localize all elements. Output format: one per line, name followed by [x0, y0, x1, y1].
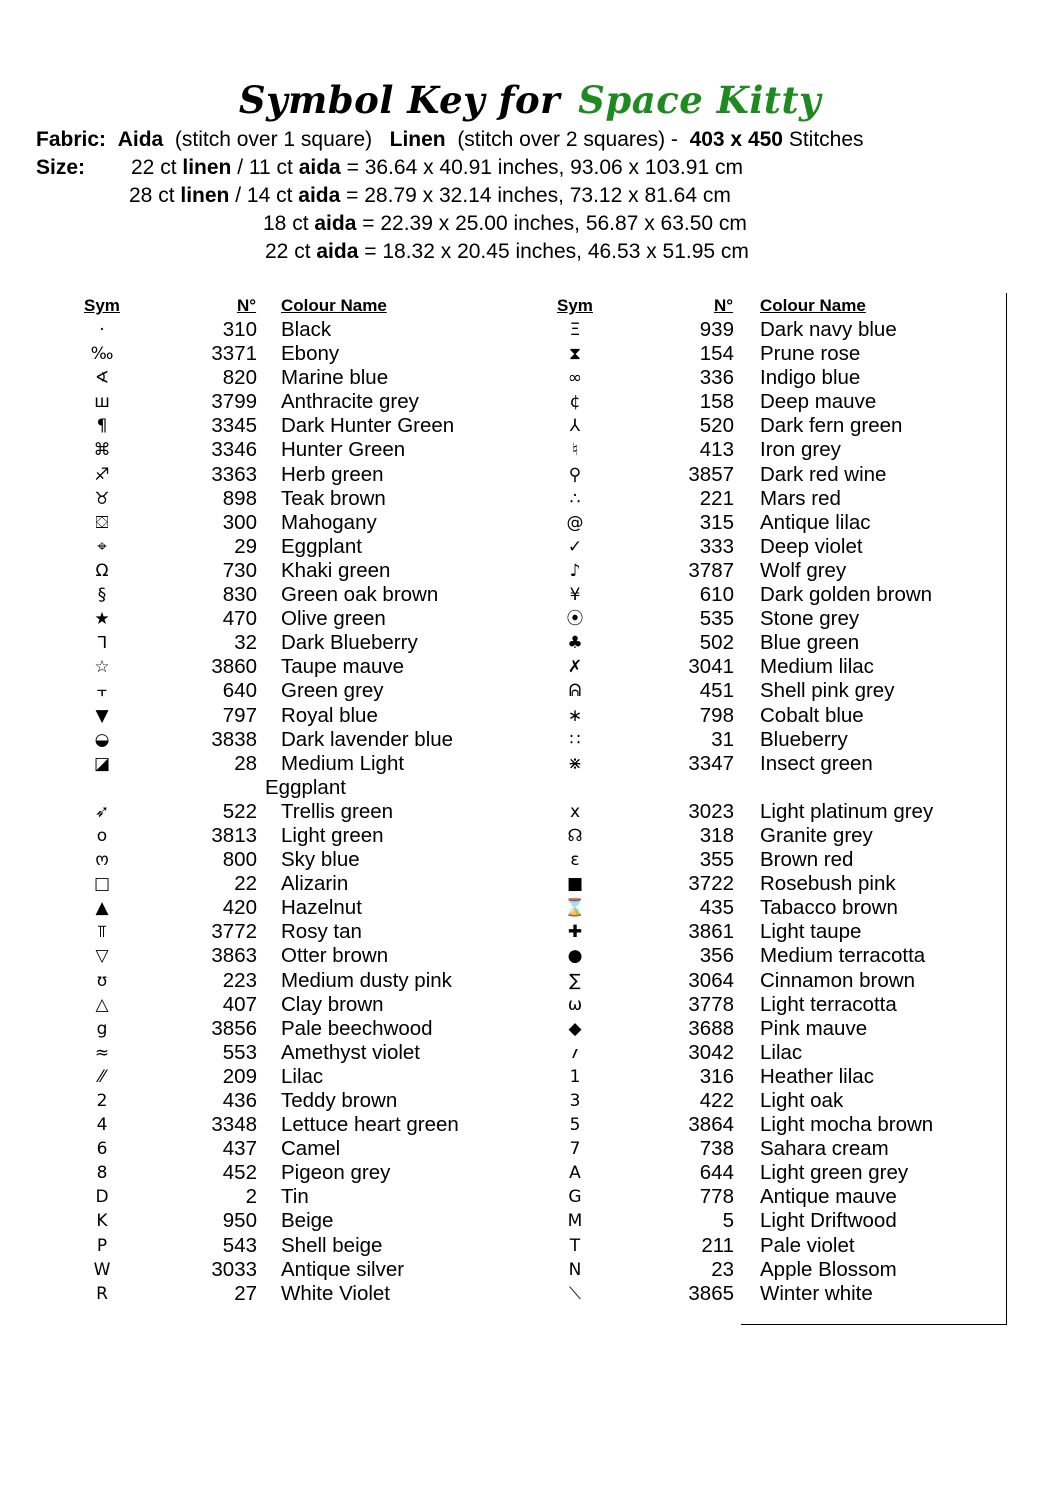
thread-number: 422 [699, 1089, 734, 1112]
right-header-name: Colour Name [760, 296, 866, 315]
fabric-stitches: 403 x 450 [689, 128, 783, 151]
thread-number: 223 [222, 968, 257, 992]
symbol-glyph: ⧗ [569, 344, 581, 365]
thread-number: 336 [699, 366, 734, 390]
thread-number: 898 [222, 486, 257, 510]
symbol-glyph: 2 [96, 1091, 108, 1111]
colour-name: Light mocha brown [760, 1113, 934, 1137]
colour-name: Cobalt blue [760, 703, 864, 727]
thread-number: 3864 [688, 1113, 734, 1137]
symbol-glyph: ¢ [569, 392, 581, 413]
size-fabric: aida [314, 212, 357, 235]
colour-name: Olive green [281, 607, 386, 631]
colour-name-continued: Eggplant [265, 775, 346, 799]
thread-number: 29 [234, 534, 257, 558]
symbol-glyph: ¥ [569, 585, 581, 606]
colour-name: White Violet [281, 1281, 391, 1305]
thread-number: 316 [699, 1064, 734, 1088]
thread-number: 3722 [688, 872, 734, 896]
thread-number: 939 [699, 318, 734, 341]
fabric-stitches-label: Stitches [788, 128, 864, 151]
symbol-glyph: M [567, 1211, 583, 1232]
colour-name: Lilac [281, 1064, 324, 1088]
symbol-glyph: ⟍ [569, 1283, 581, 1304]
thread-number: 158 [699, 390, 734, 414]
thread-number: 3787 [688, 558, 734, 582]
colour-name: Sahara cream [760, 1137, 889, 1161]
symbol-glyph: 4 [96, 1115, 108, 1136]
colour-name: Teak brown [281, 486, 386, 510]
colour-name: Antique silver [281, 1257, 405, 1281]
symbol-glyph: ∑ [569, 970, 581, 991]
symbol-glyph: A [569, 1163, 581, 1184]
symbol-glyph: ■ [566, 874, 584, 895]
symbol-glyph: ✚ [567, 922, 583, 943]
colour-name: Light taupe [760, 920, 862, 944]
symbol-glyph: ⌖ [97, 536, 107, 557]
symbol-glyph: ▼ [95, 705, 109, 726]
symbol-glyph: ▽ [95, 946, 109, 967]
size-line-1 [131, 154, 743, 182]
thread-number: 452 [222, 1161, 257, 1185]
symbol-glyph: ✓ [567, 536, 583, 557]
colour-name: Amethyst violet [281, 1040, 420, 1064]
table-bottom-border [741, 1324, 1007, 1325]
colour-name: Winter white [760, 1281, 873, 1305]
size-ct: 18 ct [263, 212, 309, 235]
symbol-glyph: ♪ [569, 560, 581, 581]
thread-number: 820 [222, 366, 257, 390]
colour-name: Light Driftwood [760, 1209, 897, 1233]
fabric-aida: Aida [117, 128, 164, 151]
symbol-glyph: △ [95, 994, 109, 1015]
colour-name: Mahogany [281, 510, 377, 534]
symbol-glyph: ⅄ [569, 416, 581, 437]
symbol-glyph: ♮ [571, 440, 579, 461]
symbol-glyph: ▲ [95, 898, 109, 919]
thread-number: 470 [222, 607, 257, 631]
colour-name: Medium lilac [760, 655, 874, 679]
thread-number: 738 [699, 1137, 734, 1161]
symbol-glyph: ⫟ [96, 681, 108, 702]
thread-number: 221 [699, 486, 734, 510]
table-right-border [1006, 293, 1007, 1325]
symbol-glyph: ⦿ [566, 609, 584, 630]
thread-number: 3863 [211, 944, 257, 968]
colour-name: Deep mauve [760, 390, 877, 414]
thread-number: 3799 [211, 390, 257, 414]
colour-name: Black [281, 318, 332, 341]
colour-name: Medium terracotta [760, 944, 926, 968]
symbol-glyph: N [568, 1259, 582, 1280]
colour-name: Medium dusty pink [281, 968, 452, 992]
symbol-glyph: ◪ [93, 753, 111, 774]
colour-name: Light terracotta [760, 992, 897, 1016]
colour-name: Dark navy blue [760, 318, 897, 341]
symbol-glyph: ∷ [569, 729, 581, 750]
symbol-glyph: ⋇ [567, 753, 583, 774]
symbol-glyph: x [569, 801, 581, 822]
thread-number: 2 [245, 1185, 257, 1209]
colour-name: Heather lilac [760, 1064, 874, 1088]
colour-name: Antique lilac [760, 510, 871, 534]
colour-name: Royal blue [281, 703, 378, 727]
size-ct: 22 ct [265, 240, 311, 263]
colour-name: Apple Blossom [760, 1257, 897, 1281]
size-fabric: aida [298, 156, 341, 179]
left-header-name: Colour Name [281, 296, 387, 315]
colour-name: Clay brown [281, 992, 384, 1016]
thread-number: 798 [699, 703, 734, 727]
colour-name: Wolf grey [760, 558, 847, 582]
thread-number: 3860 [211, 655, 257, 679]
colour-name: Eggplant [281, 534, 362, 558]
colour-name: Rosy tan [281, 920, 362, 944]
colour-name: Dark lavender blue [281, 727, 454, 751]
thread-number: 5 [722, 1209, 734, 1233]
symbol-glyph: ≈ [94, 1042, 110, 1063]
colour-name: Cinnamon brown [760, 968, 915, 992]
thread-number: 300 [222, 510, 257, 534]
size-line-3 [263, 210, 747, 238]
thread-number: 3042 [688, 1040, 734, 1064]
colour-name: Beige [281, 1209, 334, 1233]
thread-number: 800 [222, 848, 257, 872]
symbol-glyph: ო [95, 850, 109, 871]
colour-name: Dark Hunter Green [281, 414, 455, 438]
symbol-glyph: ➶ [94, 801, 110, 822]
colour-name: Herb green [281, 462, 384, 486]
symbol-glyph: ؍ [570, 1042, 580, 1063]
thread-number: 535 [699, 607, 734, 631]
size-sep: / 11 ct [237, 156, 293, 179]
fabric-line [36, 126, 864, 154]
colour-name: Lettuce heart green [281, 1113, 459, 1137]
colour-name: Dark red wine [760, 462, 887, 486]
thread-number: 355 [699, 848, 734, 872]
size-fabric: linen [182, 156, 232, 179]
thread-number: 22 [234, 872, 257, 896]
size-dims: = 28.79 x 32.14 inches, 73.12 x 81.64 cm [346, 184, 731, 207]
size-dims: = 36.64 x 40.91 inches, 93.06 x 103.91 cm [346, 156, 743, 179]
colour-name: Granite grey [760, 823, 873, 847]
symbol-glyph: ∞ [567, 368, 583, 389]
thread-number: 437 [222, 1137, 257, 1161]
symbol-glyph: ∗ [567, 705, 583, 726]
symbol-glyph: □ [93, 874, 111, 895]
symbol-glyph: T [569, 1235, 581, 1256]
colour-name: Rosebush pink [760, 872, 896, 896]
fabric-aida-note: (stitch over 1 square) [174, 128, 373, 151]
thread-number: 3778 [688, 992, 734, 1016]
thread-number: 3772 [211, 920, 257, 944]
symbol-glyph: K [96, 1211, 108, 1232]
colour-name: Blue green [760, 631, 860, 655]
size-fabric: aida [298, 184, 341, 207]
symbol-glyph: Ω [95, 560, 109, 581]
thread-number: 522 [222, 799, 257, 823]
thread-number: 3041 [688, 655, 734, 679]
thread-number: 502 [699, 631, 734, 655]
colour-name: Dark fern green [760, 414, 903, 438]
symbol-glyph: ε [570, 850, 580, 871]
thread-number: 3838 [211, 727, 257, 751]
thread-number: 23 [711, 1257, 734, 1281]
symbol-glyph: ⌘ [93, 440, 111, 461]
thread-number: 3371 [211, 342, 257, 366]
thread-number: 644 [699, 1161, 734, 1185]
thread-number: 333 [699, 534, 734, 558]
symbol-glyph: o [96, 825, 108, 846]
thread-number: 3033 [211, 1257, 257, 1281]
symbol-glyph: ω [567, 994, 583, 1015]
page-title [0, 78, 1060, 122]
thread-number: 318 [699, 823, 734, 847]
colour-name: Sky blue [281, 848, 360, 872]
symbol-glyph: ⁄⁄ [99, 1066, 105, 1087]
symbol-glyph: ☆ [94, 657, 110, 678]
colour-name: Deep violet [760, 534, 863, 558]
symbol-glyph: 6 [96, 1139, 108, 1160]
symbol-glyph: ◒ [94, 729, 110, 750]
colour-name: Tabacco brown [760, 896, 898, 920]
thread-number: 640 [222, 679, 257, 703]
thread-number: 950 [222, 1209, 257, 1233]
colour-name: Tin [281, 1185, 309, 1209]
symbol-glyph: D [95, 1187, 109, 1208]
thread-number: 520 [699, 414, 734, 438]
thread-number: 3023 [688, 799, 734, 823]
symbol-glyph: 5 [569, 1115, 581, 1136]
size-ct: 28 ct [129, 184, 175, 207]
symbol-glyph: ⌛ [564, 898, 586, 919]
colour-name: Mars red [760, 486, 841, 510]
colour-name: Dark golden brown [760, 583, 933, 607]
size-ct: 22 ct [131, 156, 177, 179]
symbol-glyph: R [96, 1283, 108, 1304]
colour-name: Antique mauve [760, 1185, 897, 1209]
thread-number: 3064 [688, 968, 734, 992]
symbol-glyph: ∴ [569, 488, 581, 509]
title-design-name: Space Kitty [578, 78, 822, 122]
symbol-glyph: ¶ [96, 416, 108, 437]
colour-name: Dark Blueberry [281, 631, 418, 655]
symbol-glyph: 3 [569, 1091, 581, 1111]
symbol-glyph: Ξ [569, 320, 581, 340]
size-label-line [36, 154, 85, 182]
thread-number: 451 [699, 679, 734, 703]
colour-name: Blueberry [760, 727, 848, 751]
thread-number: 610 [699, 583, 734, 607]
symbol-glyph: · [99, 320, 105, 340]
colour-name: Green grey [281, 679, 384, 703]
colour-name: Hazelnut [281, 896, 362, 920]
symbol-glyph: ★ [94, 609, 110, 630]
symbol-glyph: ♉ [94, 488, 110, 509]
colour-name: Prune rose [760, 342, 861, 366]
symbol-glyph: ш [94, 392, 110, 413]
colour-name: Shell pink grey [760, 679, 895, 703]
thread-number: 730 [222, 558, 257, 582]
fabric-label: Fabric: [36, 128, 107, 151]
symbol-glyph: 1 [569, 1066, 581, 1087]
size-fabric: linen [180, 184, 230, 207]
colour-name: Insect green [760, 751, 873, 775]
thread-number: 3857 [688, 462, 734, 486]
symbol-glyph: ᒣ [96, 633, 108, 654]
symbol-glyph: ⫪ [97, 922, 107, 943]
thread-number: 420 [222, 896, 257, 920]
colour-name: Shell beige [281, 1233, 383, 1257]
colour-name: Light oak [760, 1089, 844, 1112]
thread-number: 154 [699, 342, 734, 366]
symbol-glyph: g [96, 1018, 108, 1039]
thread-number: 830 [222, 583, 257, 607]
symbol-glyph: ⚲ [568, 464, 582, 485]
thread-number: 310 [222, 318, 257, 341]
colour-name: Light green grey [760, 1161, 909, 1185]
thread-number: 3345 [211, 414, 257, 438]
colour-name: Light green [281, 823, 384, 847]
thread-number: 553 [222, 1040, 257, 1064]
colour-name: Otter brown [281, 944, 389, 968]
colour-name: Stone grey [760, 607, 860, 631]
thread-number: 3856 [211, 1016, 257, 1040]
right-header-num: N° [714, 296, 734, 315]
colour-name: Light platinum grey [760, 799, 934, 823]
size-label: Size: [36, 156, 86, 179]
size-sep: / 14 ct [235, 184, 293, 207]
symbol-glyph: ʊ [96, 970, 108, 991]
symbol-glyph: § [97, 585, 107, 606]
thread-number: 3813 [211, 823, 257, 847]
left-header-sym: Sym [84, 296, 120, 315]
colour-name: Anthracite grey [281, 390, 419, 414]
colour-name: Taupe mauve [281, 655, 405, 679]
symbol-glyph: 8 [96, 1163, 108, 1184]
colour-name: Pink mauve [760, 1016, 868, 1040]
thread-number: 407 [222, 992, 257, 1016]
thread-number: 356 [699, 944, 734, 968]
size-dims: = 18.32 x 20.45 inches, 46.53 x 51.95 cm [364, 240, 749, 263]
thread-number: 778 [699, 1185, 734, 1209]
thread-number: 27 [234, 1281, 257, 1305]
thread-number: 797 [222, 703, 257, 727]
size-fabric: aida [316, 240, 359, 263]
symbol-glyph: ⛋ [95, 512, 109, 533]
thread-number: 315 [699, 510, 734, 534]
thread-number: 3861 [688, 920, 734, 944]
size-line-4 [265, 238, 749, 266]
colour-name: Teddy brown [281, 1089, 398, 1112]
colour-name: Khaki green [281, 558, 391, 582]
symbol-glyph: ✗ [567, 657, 583, 678]
colour-name: Medium Light [281, 751, 405, 775]
colour-name: Pigeon grey [281, 1161, 391, 1185]
symbol-glyph: 7 [569, 1139, 581, 1160]
symbol-glyph: ◆ [568, 1018, 582, 1039]
colour-name: Marine blue [281, 366, 389, 390]
right-header-sym: Sym [557, 296, 593, 315]
size-line-2 [129, 182, 731, 210]
thread-number: 209 [222, 1064, 257, 1088]
colour-name: Alizarin [281, 872, 349, 896]
thread-number: 32 [234, 631, 257, 655]
colour-name: Green oak brown [281, 583, 439, 607]
symbol-glyph: W [93, 1259, 111, 1280]
symbol-glyph: P [96, 1235, 108, 1256]
symbol-glyph: ♣ [567, 633, 583, 654]
thread-number: 28 [234, 751, 257, 775]
symbol-glyph: @ [566, 512, 584, 533]
symbol-glyph: ♐ [94, 464, 110, 485]
colour-name: Iron grey [760, 438, 841, 462]
symbol-glyph: ● [567, 946, 583, 967]
fabric-linen-note: (stitch over 2 squares) - [457, 128, 678, 151]
colour-name: Ebony [281, 342, 340, 366]
thread-number: 211 [701, 1233, 734, 1257]
thread-number: 3346 [211, 438, 257, 462]
colour-name: Pale violet [760, 1233, 855, 1257]
symbol-glyph: G [568, 1187, 582, 1208]
thread-number: 436 [222, 1089, 257, 1112]
symbol-glyph: ☊ [567, 825, 583, 846]
thread-number: 3347 [688, 751, 734, 775]
thread-number: 435 [699, 896, 734, 920]
symbol-glyph: ∢ [94, 368, 110, 389]
colour-name: Brown red [760, 848, 854, 872]
colour-name: Indigo blue [760, 366, 861, 390]
colour-name: Lilac [760, 1040, 803, 1064]
symbol-glyph: ᕱ [568, 681, 582, 702]
title-prefix: Symbol Key for [238, 78, 561, 122]
fabric-linen: Linen [389, 128, 446, 151]
colour-name: Trellis green [281, 799, 394, 823]
symbol-glyph: ‰ [90, 344, 114, 365]
thread-number: 3865 [688, 1281, 734, 1305]
colour-name: Hunter Green [281, 438, 406, 462]
thread-number: 543 [222, 1233, 257, 1257]
thread-number: 413 [699, 438, 734, 462]
thread-number: 31 [711, 727, 734, 751]
size-dims: = 22.39 x 25.00 inches, 56.87 x 63.50 cm [362, 212, 747, 235]
colour-name: Camel [281, 1137, 341, 1161]
thread-number: 3688 [688, 1016, 734, 1040]
left-header-num: N° [237, 296, 257, 315]
thread-number: 3363 [211, 462, 257, 486]
colour-name: Pale beechwood [281, 1016, 433, 1040]
thread-number: 3348 [211, 1113, 257, 1137]
